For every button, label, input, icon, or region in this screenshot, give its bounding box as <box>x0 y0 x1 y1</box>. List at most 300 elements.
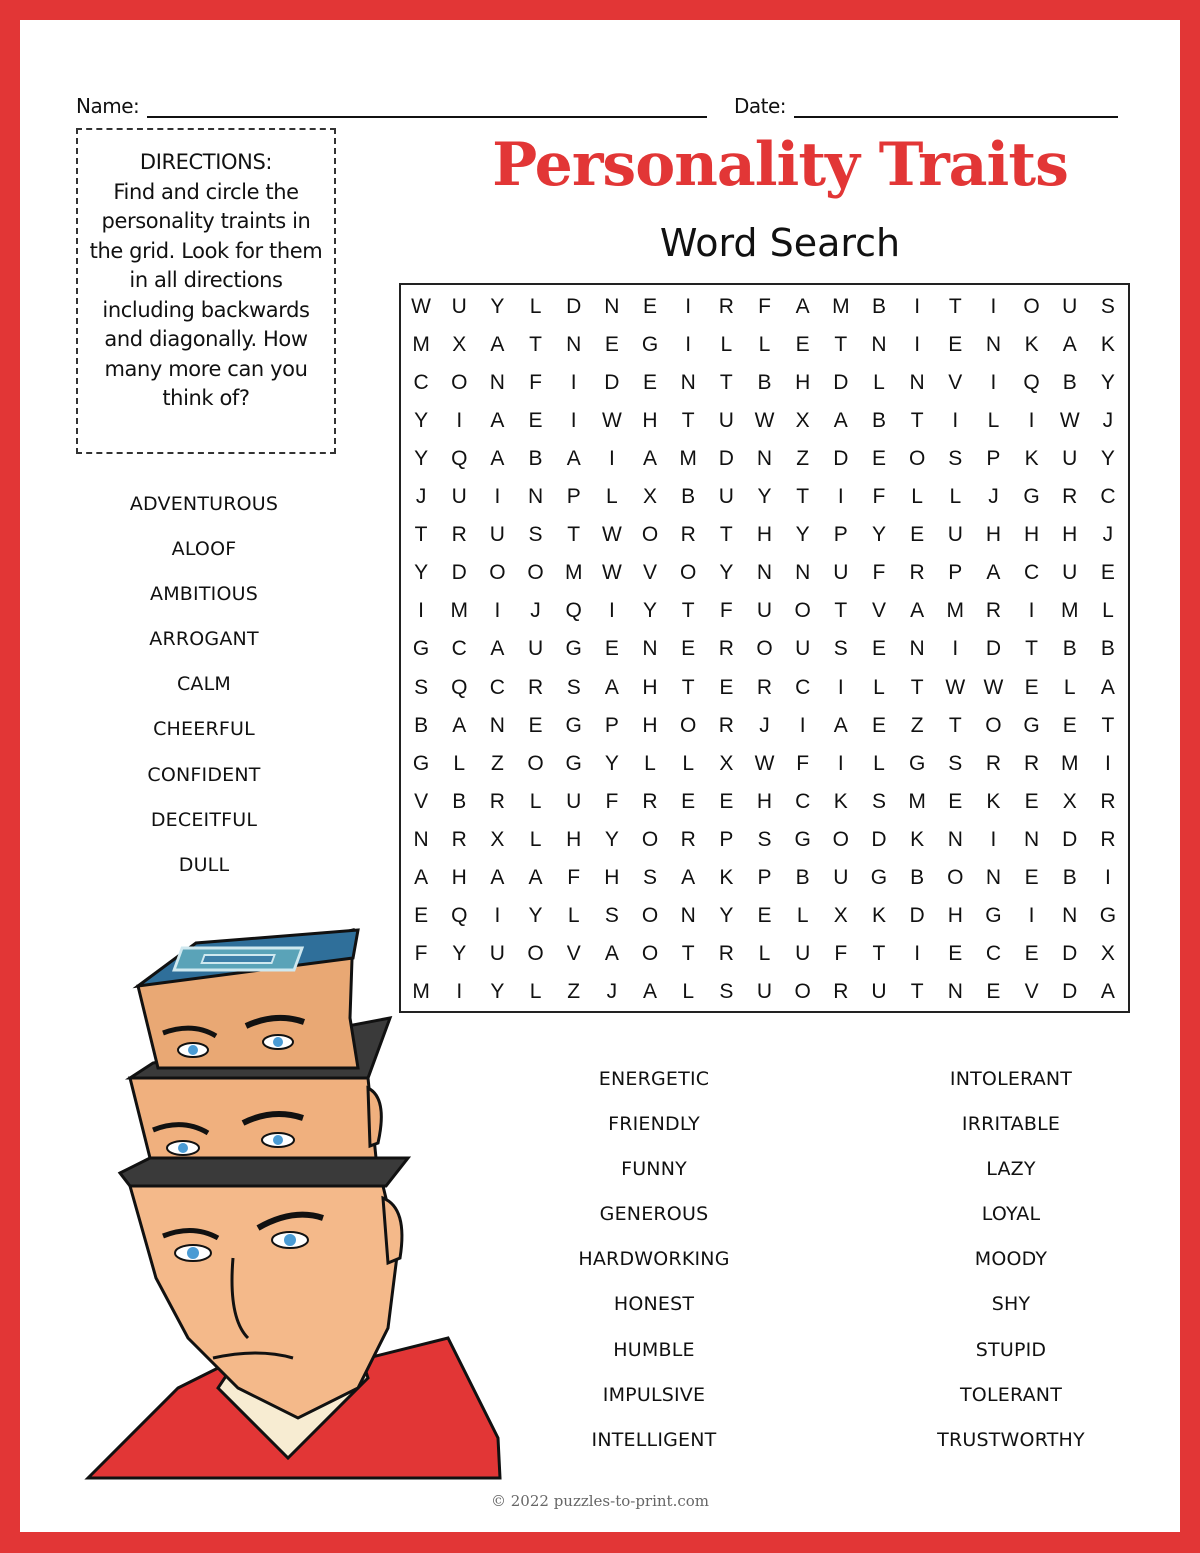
grid-cell[interactable]: O <box>527 751 544 775</box>
grid-cell[interactable]: I <box>914 941 921 965</box>
grid-cell[interactable]: I <box>456 409 463 433</box>
grid-cell[interactable]: U <box>1062 447 1078 471</box>
grid-cell[interactable]: P <box>833 523 848 547</box>
grid-cell[interactable]: I <box>608 599 615 623</box>
grid-cell[interactable]: G <box>565 713 582 737</box>
grid-cell[interactable]: D <box>1062 979 1078 1003</box>
grid-cell[interactable]: Y <box>414 409 429 433</box>
grid-cell[interactable]: E <box>414 903 429 927</box>
grid-cell[interactable]: T <box>681 675 695 699</box>
grid-cell[interactable]: I <box>494 599 501 623</box>
grid-cell[interactable]: D <box>871 827 887 851</box>
grid-cell[interactable]: L <box>644 751 656 775</box>
grid-cell[interactable]: J <box>988 485 999 509</box>
grid-cell[interactable]: R <box>756 675 773 699</box>
grid-cell[interactable]: U <box>489 941 505 965</box>
grid-cell[interactable]: S <box>719 979 734 1003</box>
grid-cell[interactable]: N <box>985 865 1002 889</box>
grid-cell[interactable]: O <box>641 827 659 851</box>
grid-cell[interactable]: I <box>837 485 844 509</box>
grid-cell[interactable]: C <box>795 675 811 699</box>
grid-cell[interactable]: A <box>414 865 429 889</box>
grid-cell[interactable]: V <box>948 371 963 395</box>
grid-cell[interactable]: M <box>564 561 583 585</box>
grid-cell[interactable]: E <box>1024 789 1039 813</box>
grid-cell[interactable]: F <box>605 789 619 813</box>
grid-cell[interactable]: D <box>604 371 620 395</box>
grid-cell[interactable]: O <box>641 941 659 965</box>
grid-cell[interactable]: H <box>642 409 658 433</box>
grid-cell[interactable]: N <box>1024 827 1040 851</box>
grid-cell[interactable]: Y <box>452 941 467 965</box>
grid-cell[interactable]: A <box>490 333 505 357</box>
grid-cell[interactable]: Y <box>719 903 734 927</box>
grid-cell[interactable]: U <box>527 637 544 661</box>
grid-cell[interactable]: I <box>990 295 997 319</box>
grid-cell[interactable]: Q <box>1023 371 1040 395</box>
grid-cell[interactable]: U <box>451 295 467 319</box>
name-blank-line[interactable] <box>147 96 707 118</box>
grid-cell[interactable]: E <box>871 713 886 737</box>
grid-cell[interactable]: O <box>1023 295 1040 319</box>
grid-cell[interactable]: N <box>604 295 620 319</box>
grid-cell[interactable]: B <box>414 713 429 737</box>
grid-cell[interactable]: K <box>719 865 734 889</box>
grid-cell[interactable]: W <box>754 751 775 775</box>
grid-cell[interactable]: B <box>871 295 886 319</box>
grid-cell[interactable]: G <box>794 827 811 851</box>
grid-cell[interactable]: Y <box>490 295 505 319</box>
grid-cell[interactable]: Y <box>1100 447 1115 471</box>
grid-cell[interactable]: A <box>490 447 505 471</box>
grid-cell[interactable]: O <box>641 903 659 927</box>
grid-cell[interactable]: Y <box>604 827 619 851</box>
grid-cell[interactable]: Y <box>490 979 505 1003</box>
grid-cell[interactable]: O <box>680 713 697 737</box>
grid-cell[interactable]: N <box>642 637 658 661</box>
grid-cell[interactable]: W <box>411 295 431 319</box>
grid-cell[interactable]: L <box>758 941 771 965</box>
grid-cell[interactable]: I <box>990 827 997 851</box>
grid-cell[interactable]: A <box>490 637 505 661</box>
grid-cell[interactable]: E <box>643 295 658 319</box>
grid-cell[interactable]: N <box>909 371 925 395</box>
grid-cell[interactable]: O <box>794 599 811 623</box>
grid-cell[interactable]: Z <box>796 447 810 471</box>
grid-cell[interactable]: C <box>413 371 429 395</box>
grid-cell[interactable]: Z <box>910 713 924 737</box>
grid-cell[interactable]: E <box>528 409 543 433</box>
grid-cell[interactable]: X <box>1062 789 1077 813</box>
grid-cell[interactable]: D <box>566 295 582 319</box>
grid-cell[interactable]: L <box>567 903 580 927</box>
grid-cell[interactable]: T <box>910 409 924 433</box>
grid-cell[interactable]: L <box>911 485 923 509</box>
grid-cell[interactable]: T <box>1025 637 1038 661</box>
grid-cell[interactable]: G <box>870 865 888 889</box>
grid-cell[interactable]: W <box>601 523 622 547</box>
grid-cell[interactable]: R <box>909 561 925 585</box>
grid-cell[interactable]: K <box>986 789 1001 813</box>
grid-cell[interactable]: T <box>834 333 848 357</box>
grid-cell[interactable]: H <box>1024 523 1040 547</box>
grid-cell[interactable]: D <box>833 371 849 395</box>
grid-cell[interactable]: X <box>490 827 505 851</box>
grid-cell[interactable]: Y <box>643 599 658 623</box>
grid-cell[interactable]: Q <box>451 447 468 471</box>
grid-cell[interactable]: S <box>1100 295 1115 319</box>
grid-cell[interactable]: W <box>983 675 1004 699</box>
grid-cell[interactable]: L <box>873 675 885 699</box>
grid-cell[interactable]: I <box>1028 599 1035 623</box>
grid-cell[interactable]: Y <box>414 447 429 471</box>
grid-cell[interactable]: G <box>565 751 582 775</box>
grid-cell[interactable]: W <box>601 561 622 585</box>
grid-cell[interactable]: A <box>490 865 505 889</box>
grid-cell[interactable]: U <box>718 485 734 509</box>
grid-cell[interactable]: Y <box>871 523 886 547</box>
grid-cell[interactable]: A <box>910 599 925 623</box>
grid-cell[interactable]: N <box>756 447 773 471</box>
grid-cell[interactable]: C <box>489 675 505 699</box>
grid-cell[interactable]: M <box>412 333 430 357</box>
grid-cell[interactable]: A <box>604 941 619 965</box>
grid-cell[interactable]: G <box>1023 485 1040 509</box>
grid-cell[interactable]: R <box>680 827 696 851</box>
grid-cell[interactable]: E <box>604 333 619 357</box>
grid-cell[interactable]: M <box>946 599 965 623</box>
grid-cell[interactable]: A <box>1100 979 1115 1003</box>
grid-cell[interactable]: P <box>948 561 963 585</box>
grid-cell[interactable]: B <box>757 371 772 395</box>
grid-cell[interactable]: R <box>833 979 849 1003</box>
grid-cell[interactable]: E <box>948 789 963 813</box>
grid-cell[interactable]: A <box>1062 333 1077 357</box>
grid-cell[interactable]: T <box>834 599 848 623</box>
grid-cell[interactable]: G <box>908 751 926 775</box>
grid-cell[interactable]: M <box>412 979 430 1003</box>
grid-cell[interactable]: I <box>837 751 844 775</box>
grid-cell[interactable]: K <box>910 827 925 851</box>
grid-cell[interactable]: D <box>1062 941 1078 965</box>
grid-cell[interactable]: Z <box>567 979 581 1003</box>
grid-cell[interactable]: O <box>832 827 849 851</box>
grid-cell[interactable]: E <box>1062 713 1077 737</box>
grid-cell[interactable]: E <box>948 941 963 965</box>
grid-cell[interactable]: N <box>909 637 925 661</box>
grid-cell[interactable]: N <box>947 979 963 1003</box>
grid-cell[interactable]: T <box>681 941 695 965</box>
grid-cell[interactable]: S <box>528 523 543 547</box>
grid-cell[interactable]: C <box>1100 485 1116 509</box>
grid-cell[interactable]: C <box>451 637 467 661</box>
grid-cell[interactable]: T <box>948 713 962 737</box>
grid-cell[interactable]: B <box>795 865 810 889</box>
grid-cell[interactable]: O <box>641 523 659 547</box>
grid-cell[interactable]: W <box>945 675 966 699</box>
grid-cell[interactable]: L <box>873 751 885 775</box>
grid-cell[interactable]: N <box>947 827 963 851</box>
grid-cell[interactable]: J <box>606 979 618 1003</box>
grid-cell[interactable]: O <box>985 713 1002 737</box>
grid-cell[interactable]: S <box>643 865 658 889</box>
grid-cell[interactable]: L <box>873 371 885 395</box>
grid-cell[interactable]: X <box>795 409 810 433</box>
grid-cell[interactable]: H <box>756 789 773 813</box>
grid-cell[interactable]: O <box>680 561 697 585</box>
grid-cell[interactable]: Y <box>414 561 429 585</box>
grid-cell[interactable]: L <box>529 979 542 1003</box>
grid-cell[interactable]: F <box>834 941 848 965</box>
grid-cell[interactable]: H <box>604 865 620 889</box>
grid-cell[interactable]: A <box>604 675 619 699</box>
grid-cell[interactable]: K <box>833 789 848 813</box>
grid-cell[interactable]: L <box>1102 599 1114 623</box>
grid-cell[interactable]: I <box>1028 409 1035 433</box>
grid-cell[interactable]: N <box>680 371 696 395</box>
grid-cell[interactable]: U <box>947 523 963 547</box>
grid-cell[interactable]: R <box>1062 485 1078 509</box>
grid-cell[interactable]: X <box>643 485 658 509</box>
grid-cell[interactable]: A <box>681 865 696 889</box>
grid-cell[interactable]: T <box>719 371 733 395</box>
grid-cell[interactable]: I <box>799 713 806 737</box>
grid-cell[interactable]: F <box>872 561 886 585</box>
grid-cell[interactable]: W <box>754 409 775 433</box>
grid-cell[interactable]: E <box>1100 561 1115 585</box>
grid-cell[interactable]: B <box>1100 637 1115 661</box>
grid-cell[interactable]: I <box>608 447 615 471</box>
grid-cell[interactable]: H <box>451 865 467 889</box>
grid-cell[interactable]: L <box>529 827 542 851</box>
grid-cell[interactable]: E <box>948 333 963 357</box>
grid-cell[interactable]: R <box>1100 789 1116 813</box>
grid-cell[interactable]: U <box>489 523 505 547</box>
grid-cell[interactable]: N <box>871 333 887 357</box>
grid-cell[interactable]: I <box>952 637 959 661</box>
grid-cell[interactable]: S <box>871 789 886 813</box>
grid-cell[interactable]: O <box>908 447 926 471</box>
grid-cell[interactable]: T <box>414 523 428 547</box>
grid-cell[interactable]: R <box>985 599 1002 623</box>
grid-cell[interactable]: O <box>947 865 964 889</box>
grid-cell[interactable]: N <box>680 903 696 927</box>
grid-cell[interactable]: L <box>758 333 771 357</box>
grid-cell[interactable]: G <box>1099 903 1117 927</box>
grid-cell[interactable]: R <box>451 827 467 851</box>
grid-cell[interactable]: T <box>529 333 542 357</box>
grid-cell[interactable]: I <box>685 333 692 357</box>
grid-cell[interactable]: H <box>795 371 811 395</box>
grid-cell[interactable]: N <box>985 333 1002 357</box>
grid-cell[interactable]: I <box>1028 903 1035 927</box>
grid-cell[interactable]: H <box>947 903 963 927</box>
grid-cell[interactable]: M <box>1061 599 1079 623</box>
grid-cell[interactable]: B <box>528 447 543 471</box>
grid-cell[interactable]: R <box>1024 751 1040 775</box>
grid-cell[interactable]: L <box>949 485 962 509</box>
grid-cell[interactable]: W <box>1059 409 1080 433</box>
grid-cell[interactable]: P <box>719 827 734 851</box>
grid-cell[interactable]: R <box>718 295 734 319</box>
grid-cell[interactable]: E <box>1024 941 1039 965</box>
grid-cell[interactable]: D <box>451 561 467 585</box>
grid-cell[interactable]: L <box>1063 675 1076 699</box>
grid-cell[interactable]: L <box>682 751 695 775</box>
grid-cell[interactable]: S <box>566 675 581 699</box>
grid-cell[interactable]: W <box>601 409 622 433</box>
grid-cell[interactable]: A <box>643 447 658 471</box>
grid-cell[interactable]: I <box>494 485 501 509</box>
grid-cell[interactable]: L <box>682 979 695 1003</box>
grid-cell[interactable]: D <box>985 637 1002 661</box>
grid-cell[interactable]: G <box>412 751 430 775</box>
grid-cell[interactable]: B <box>910 865 925 889</box>
grid-cell[interactable]: I <box>456 979 463 1003</box>
grid-cell[interactable]: M <box>832 295 850 319</box>
grid-cell[interactable]: L <box>987 409 1000 433</box>
grid-cell[interactable]: U <box>833 561 849 585</box>
date-blank-line[interactable] <box>794 96 1118 118</box>
grid-cell[interactable]: M <box>450 599 468 623</box>
grid-cell[interactable]: B <box>1062 637 1077 661</box>
grid-cell[interactable]: O <box>794 979 811 1003</box>
grid-cell[interactable]: E <box>681 637 696 661</box>
grid-cell[interactable]: R <box>451 523 467 547</box>
grid-cell[interactable]: H <box>756 523 773 547</box>
grid-cell[interactable]: J <box>415 485 427 509</box>
grid-cell[interactable]: S <box>757 827 772 851</box>
grid-cell[interactable]: Y <box>757 485 772 509</box>
grid-cell[interactable]: R <box>718 637 734 661</box>
grid-cell[interactable]: T <box>1101 713 1115 737</box>
grid-cell[interactable]: S <box>833 637 848 661</box>
grid-cell[interactable]: L <box>720 333 733 357</box>
grid-cell[interactable]: I <box>837 675 844 699</box>
grid-cell[interactable]: R <box>718 941 734 965</box>
grid-cell[interactable]: E <box>1024 865 1039 889</box>
grid-cell[interactable]: R <box>489 789 505 813</box>
grid-cell[interactable]: L <box>529 789 542 813</box>
grid-cell[interactable]: H <box>642 713 658 737</box>
grid-cell[interactable]: B <box>681 485 696 509</box>
grid-cell[interactable]: S <box>604 903 619 927</box>
grid-cell[interactable]: J <box>759 713 770 737</box>
word-search-grid[interactable] <box>399 283 1130 1013</box>
grid-cell[interactable]: M <box>1061 751 1079 775</box>
grid-cell[interactable]: N <box>566 333 582 357</box>
grid-cell[interactable]: N <box>1062 903 1078 927</box>
grid-cell[interactable]: K <box>1100 333 1115 357</box>
grid-cell[interactable]: Y <box>719 561 734 585</box>
grid-cell[interactable]: N <box>527 485 544 509</box>
grid-cell[interactable]: U <box>871 979 887 1003</box>
grid-cell[interactable]: C <box>1024 561 1040 585</box>
grid-cell[interactable]: O <box>527 941 544 965</box>
grid-cell[interactable]: Q <box>451 903 468 927</box>
grid-cell[interactable]: J <box>1102 409 1114 433</box>
grid-cell[interactable]: V <box>871 599 886 623</box>
grid-cell[interactable]: A <box>795 295 810 319</box>
grid-cell[interactable]: T <box>872 941 886 965</box>
grid-cell[interactable]: V <box>414 789 429 813</box>
grid-cell[interactable]: N <box>756 561 773 585</box>
grid-cell[interactable]: I <box>685 295 692 319</box>
grid-cell[interactable]: N <box>795 561 811 585</box>
grid-cell[interactable]: I <box>952 409 959 433</box>
grid-cell[interactable]: D <box>1062 827 1078 851</box>
grid-cell[interactable]: I <box>494 903 501 927</box>
grid-cell[interactable]: Q <box>565 599 582 623</box>
grid-cell[interactable]: F <box>872 485 886 509</box>
grid-cell[interactable]: F <box>529 371 542 395</box>
grid-cell[interactable]: U <box>756 599 773 623</box>
grid-cell[interactable]: E <box>1024 675 1039 699</box>
grid-cell[interactable]: A <box>1100 675 1115 699</box>
grid-cell[interactable]: L <box>453 751 466 775</box>
grid-cell[interactable]: R <box>718 713 734 737</box>
grid-cell[interactable]: C <box>795 789 811 813</box>
grid-cell[interactable]: A <box>643 979 658 1003</box>
grid-cell[interactable]: F <box>567 865 581 889</box>
grid-cell[interactable]: F <box>414 941 428 965</box>
grid-cell[interactable]: I <box>570 371 577 395</box>
grid-cell[interactable]: X <box>719 751 734 775</box>
grid-cell[interactable]: U <box>451 485 467 509</box>
grid-cell[interactable]: P <box>566 485 581 509</box>
grid-cell[interactable]: H <box>566 827 582 851</box>
grid-cell[interactable]: Y <box>604 751 619 775</box>
grid-cell[interactable]: S <box>948 447 963 471</box>
grid-cell[interactable]: Q <box>451 675 468 699</box>
grid-cell[interactable]: L <box>606 485 618 509</box>
grid-cell[interactable]: T <box>910 979 924 1003</box>
grid-cell[interactable]: U <box>718 409 734 433</box>
grid-cell[interactable]: K <box>871 903 886 927</box>
grid-cell[interactable]: J <box>1102 523 1114 547</box>
grid-cell[interactable]: A <box>528 865 543 889</box>
grid-cell[interactable]: E <box>910 523 925 547</box>
grid-cell[interactable]: L <box>529 295 542 319</box>
grid-cell[interactable]: K <box>1024 333 1039 357</box>
grid-cell[interactable]: U <box>1062 295 1078 319</box>
grid-cell[interactable]: I <box>418 599 424 623</box>
grid-cell[interactable]: X <box>1100 941 1115 965</box>
grid-cell[interactable]: O <box>756 637 773 661</box>
grid-cell[interactable]: F <box>758 295 771 319</box>
grid-cell[interactable]: G <box>565 637 582 661</box>
grid-cell[interactable]: E <box>871 447 886 471</box>
grid-cell[interactable]: G <box>985 903 1002 927</box>
grid-cell[interactable]: G <box>641 333 659 357</box>
grid-cell[interactable]: P <box>757 865 772 889</box>
grid-cell[interactable]: G <box>1023 713 1040 737</box>
grid-cell[interactable]: T <box>948 295 962 319</box>
grid-cell[interactable]: O <box>451 371 468 395</box>
grid-cell[interactable]: N <box>489 371 505 395</box>
grid-cell[interactable]: E <box>986 979 1001 1003</box>
grid-cell[interactable]: F <box>796 751 810 775</box>
grid-cell[interactable]: U <box>756 979 773 1003</box>
grid-cell[interactable]: U <box>795 637 811 661</box>
grid-cell[interactable]: B <box>1062 865 1077 889</box>
grid-cell[interactable]: H <box>642 675 658 699</box>
grid-cell[interactable]: X <box>833 903 848 927</box>
grid-cell[interactable]: I <box>914 295 921 319</box>
grid-cell[interactable]: B <box>1062 371 1077 395</box>
grid-cell[interactable]: N <box>413 827 429 851</box>
grid-cell[interactable]: Z <box>490 751 504 775</box>
